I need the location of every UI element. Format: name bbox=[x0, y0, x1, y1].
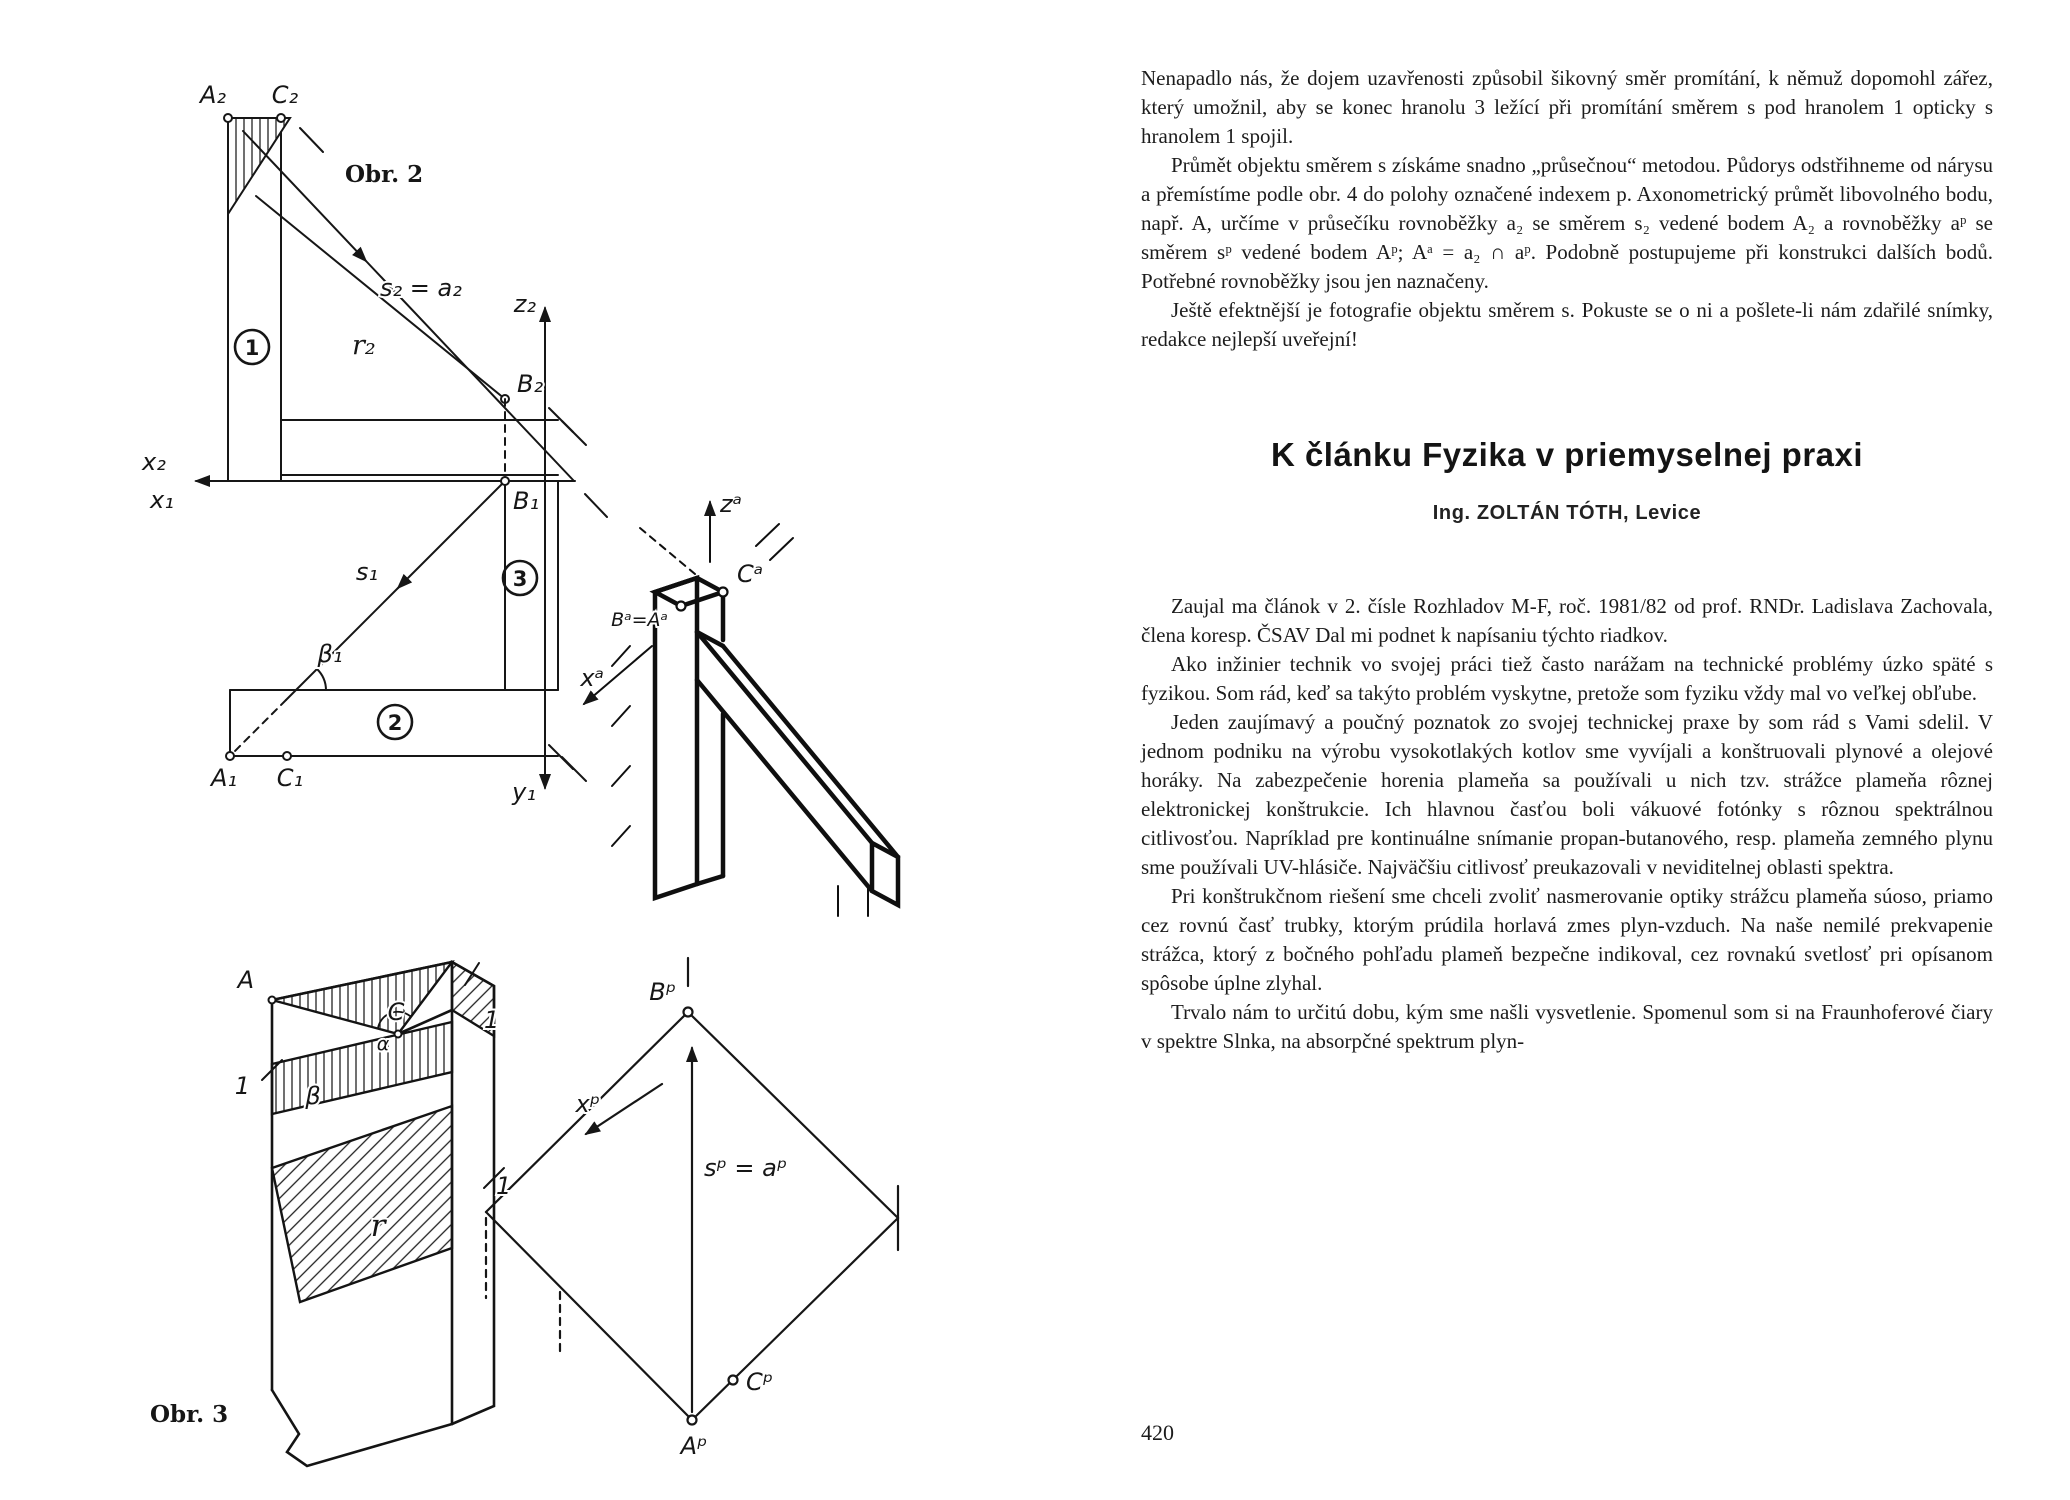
label-beta1: β₁ bbox=[317, 640, 343, 668]
figure-p-projection bbox=[486, 958, 898, 1460]
label-c: C bbox=[387, 998, 405, 1026]
label-cp: Cᵖ bbox=[746, 1368, 774, 1396]
paragraph: Nenapadlo nás, že dojem uzavřenosti způsobil šikovný směr promítání, k němuž dopomohl zářez, který umožnil, aby se konec hranolu 3 ležící při promítání směrem s pod hranolem 1 opticky s hranolem 1 spojil. bbox=[1141, 66, 1993, 148]
label-ba-aa: Bᵃ=Aᵃ bbox=[611, 609, 668, 631]
label-z2: z₂ bbox=[513, 290, 536, 318]
label-ap: Aᵖ bbox=[680, 1432, 708, 1460]
figure-axonometric bbox=[579, 490, 898, 916]
obr2-caption: Obr. 2 bbox=[345, 161, 424, 188]
paragraph: Pri konštrukčnom riešení sme chceli zvoliť nasmerovanie optiky strážcu plameňa súoso, priamo cez rovnú časť trubky, ktorým prúdila horlavá zmes plyn-vzduch. Na naše nemilé prekvapenie strážca, ktorý z bočného pohľadu plameň bezpečne indikoval, cez rovnakú svetlosť pri opísanom spôsobe úplne zlyhal. bbox=[1141, 884, 1993, 995]
label-x2: x₂ bbox=[142, 448, 166, 476]
label-x1: x₁ bbox=[150, 486, 174, 514]
page-number: 420 bbox=[1141, 1420, 1174, 1445]
paragraph: Zaujal ma článok v 2. čísle Rozhladov M-F, roč. 1981/82 od prof. RNDr. Ladislava Zachovala, člena koresp. ČSAV Dal mi podnet k napísaniu týchto riadkov. bbox=[1141, 594, 1993, 647]
text-column bbox=[1141, 64, 1993, 1056]
label-za: zᵃ bbox=[720, 490, 742, 518]
paragraph: Trvalo nám to určitú dobu, kým sme našli vysvetlenie. Spomenul som si na Fraunhoferové čiary v spektre Slnka, na absorpčné spektrum plyn- bbox=[1141, 1000, 1993, 1053]
label-r: r bbox=[370, 1208, 386, 1244]
label-c1: C₁ bbox=[276, 764, 304, 792]
prism3-number: 3 bbox=[512, 567, 528, 591]
article-author: Ing. ZOLTÁN TÓTH, Levice bbox=[1432, 502, 1702, 524]
label-c2: C₂ bbox=[271, 81, 299, 109]
paragraph: Jeden zaujímavý a poučný poznatok zo svojej technickej praxe by som rád s Vami sdelil. V jednom podniku na výrobu vysokotlakých kotlov sme vyvíjali a konštruovali plynové a olejové horáky. Na zabezpečenie horenia plameňa sa používali u nich tzv. strážce plameňa rôznej elektronickej konštrukcie. Ich hlavnou časťou boli vákuové fotónky s rôznou spektrálnou citlivosťou. Napríklad pre kontinuálne snímanie propan-butanového, resp. plameňa zemného plynu sme používali UV-hlásiče. Najväčšiu citlivosť preukazovali v neviditelnej oblasti spektra. bbox=[1141, 710, 1993, 879]
prism2-number: 2 bbox=[387, 711, 403, 735]
label-one-left: 1 bbox=[234, 1072, 250, 1100]
label-bp: Bᵖ bbox=[649, 978, 676, 1006]
label-r2: r₂ bbox=[352, 330, 376, 361]
obr3-caption: Obr. 3 bbox=[150, 1401, 229, 1428]
label-ca: Cᵃ bbox=[737, 560, 764, 588]
label-alpha: α bbox=[376, 1033, 390, 1055]
label-s2a2: s₂ = a₂ bbox=[380, 274, 462, 302]
label-y1: y₁ bbox=[512, 778, 536, 806]
label-b1: B₁ bbox=[513, 487, 540, 515]
label-b2: B₂ bbox=[517, 370, 544, 398]
paragraph: Ještě efektnější je fotografie objektu směrem s. Pokuste se o ni a pošlete-li nám zdařilé snímky, redakce nejlepší uveřejní! bbox=[1141, 298, 1993, 351]
prism1-number: 1 bbox=[244, 336, 260, 360]
label-a1: A₁ bbox=[210, 764, 238, 792]
article-title: K článku Fyzika v priemyselnej praxi bbox=[1270, 436, 1864, 473]
paragraph: Ako inžinier technik vo svojej práci tiež často narážam na technické problémy úzko späté s fyzikou. Som rád, keď sa takýto problém vyskytne, pretože som fyziku vždy mal vo veľkej obľube. bbox=[1141, 652, 1993, 705]
label-a2: A₂ bbox=[199, 81, 227, 109]
label-beta: β bbox=[305, 1082, 321, 1110]
figure-obr3 bbox=[150, 962, 511, 1466]
label-one-top: 1 bbox=[484, 1006, 500, 1034]
figure-obr2 bbox=[141, 81, 607, 806]
label-one-right: 1 bbox=[496, 1172, 512, 1200]
label-xa: xᵃ bbox=[580, 664, 604, 692]
label-sp-ap: sᵖ = aᵖ bbox=[704, 1154, 788, 1182]
label-s1: s₁ bbox=[355, 558, 378, 586]
label-a: A bbox=[237, 966, 254, 994]
paragraph: Průmět objektu směrem s získáme snadno „průsečnou“ metodou. Půdorys odstřihneme od nárysu a přemístíme podle obr. 4 do polohy označené indexem p. Axonometrický průmět libovolného bodu, např. A, určíme v průsečíku rovnoběžky a₂ se směrem s₂ vedené bodem A₂ a rovnoběžky aᵖ se směrem sᵖ vedené bodem Aᵖ; Aᵃ = a₂ ∩ aᵖ. Podobně postupujeme při konstrukci dalších bodů. Potřebné rovnoběžky jsou jen naznačeny. bbox=[1141, 153, 1993, 293]
label-xp: xᵖ bbox=[575, 1090, 600, 1118]
